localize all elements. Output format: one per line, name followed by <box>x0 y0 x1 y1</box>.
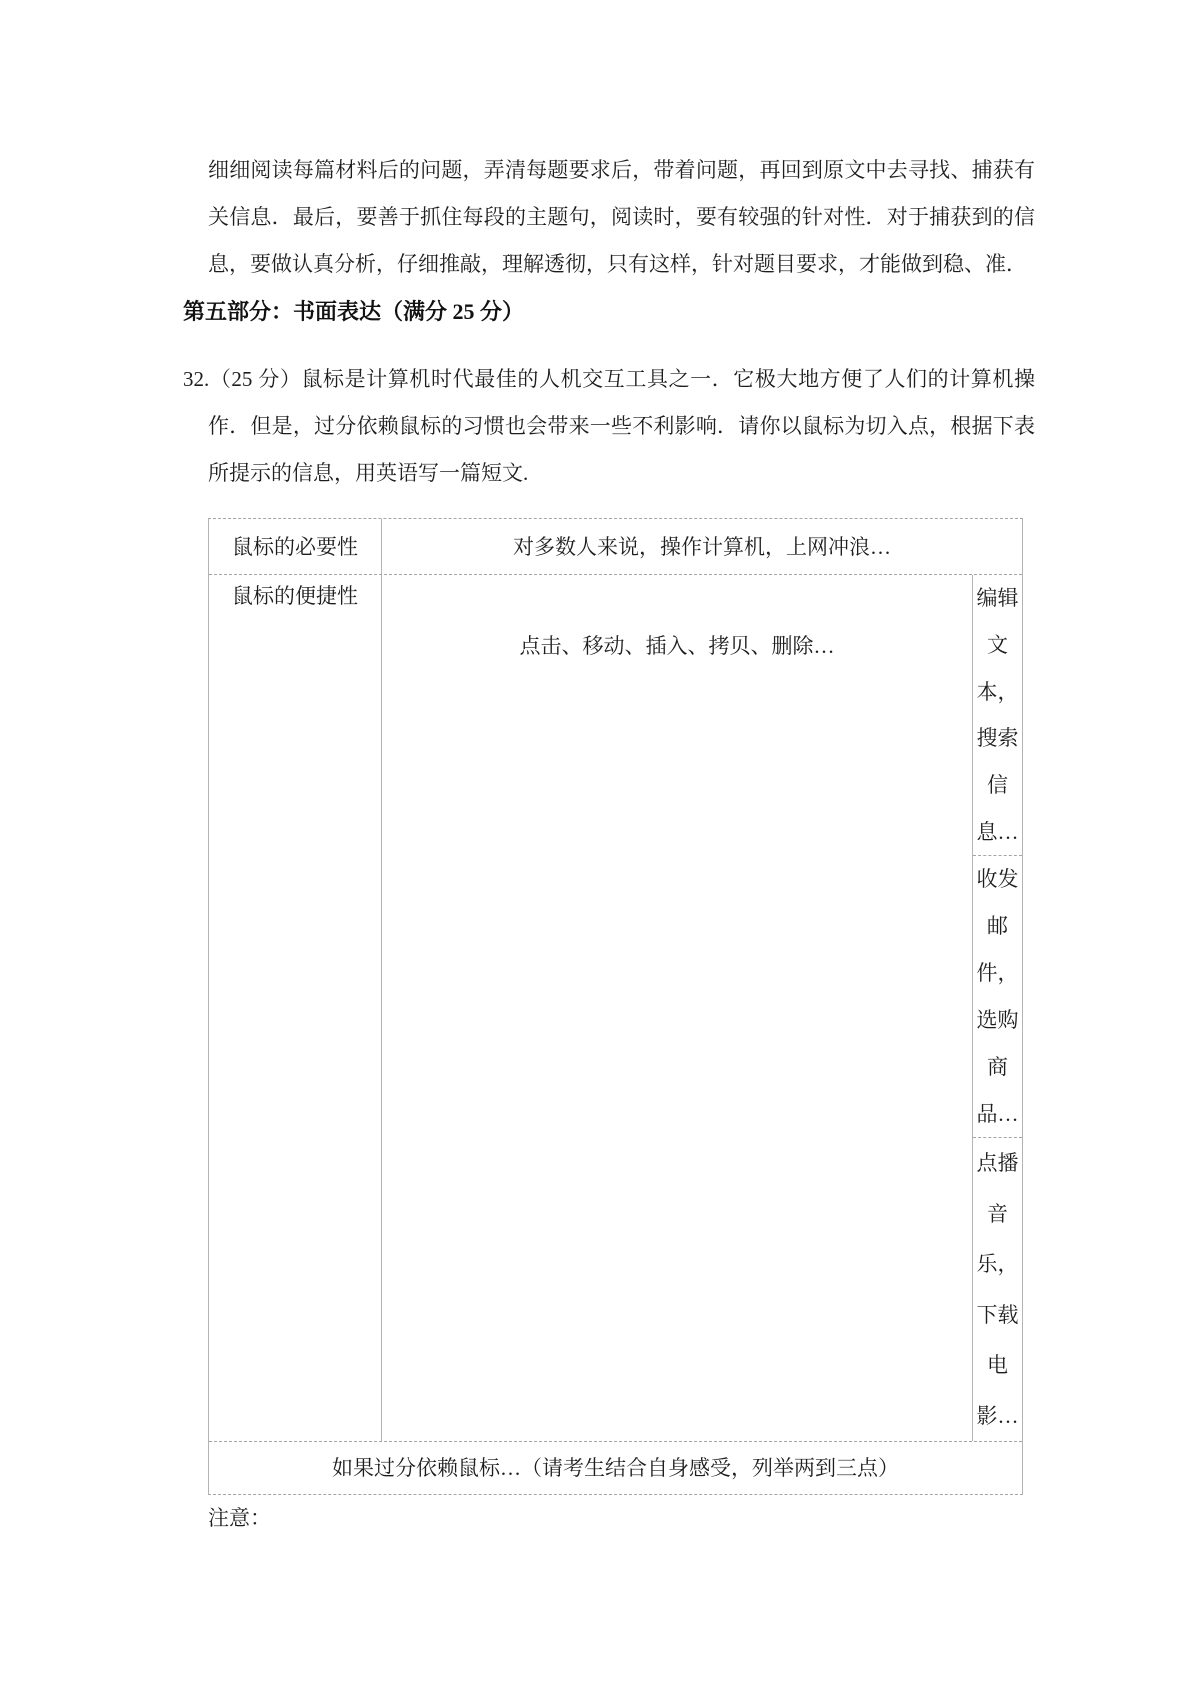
section-heading: 第五部分：书面表达（满分 25 分） <box>183 299 525 324</box>
side-cell-line: 编辑 <box>976 586 1019 611</box>
side-cell-line: 信 <box>987 772 1008 797</box>
question-text: 鼠标是计算机时代最佳的人机交互工具之一．它极大地方便了人们的计算机操作．但是，过分依赖鼠标的习惯也会带来一些不利影响．请你以鼠标为切入点，根据下表所提示的信息，用英语写一篇短文. <box>208 367 1036 485</box>
side-cell-line: 本， <box>976 679 1019 704</box>
row2-content-cell: 点击、移动、插入、拷贝、删除… <box>519 634 835 658</box>
intro-paragraph: 细细阅读每篇材料后的问题，弄清每题要求后，带着问题，再回到原文中去寻找、捕获有关信息．最后，要善于抓住每段的主题句，阅读时，要有较强的针对性．对于捕获到的信息，要做认真分析，仔细推敲，理解透彻，只有这样，针对题目要求，才能做到稳、准． <box>208 158 1035 276</box>
side-cell-line: 收发 <box>976 867 1019 892</box>
table-row-convenience <box>209 575 1022 1441</box>
side-cell-line: 商 <box>987 1054 1008 1079</box>
table-row-necessity <box>209 519 1022 575</box>
table-row-drawbacks: 如果过分依赖鼠标…（请考生结合自身感受，列举两到三点） <box>209 1441 1022 1494</box>
question-number: 32. <box>183 367 210 391</box>
side-cell-mail-shopping <box>973 856 1022 1138</box>
question-score: （25 分） <box>209 367 302 391</box>
side-cell-line: 品… <box>976 1101 1019 1126</box>
side-column <box>972 575 1022 1441</box>
side-cell-line: 下载 <box>976 1302 1019 1327</box>
side-cell-line: 点播 <box>976 1151 1019 1176</box>
side-cell-line: 乐， <box>976 1252 1019 1277</box>
side-cell-line: 文 <box>987 632 1008 657</box>
side-cell-edit-search <box>973 575 1022 856</box>
row1-label-cell: 鼠标的必要性 <box>209 519 382 574</box>
side-cell-line: 选购 <box>976 1007 1019 1032</box>
question-item <box>183 356 1036 497</box>
prompt-table <box>208 518 1023 1495</box>
side-cell-line: 音 <box>987 1201 1008 1226</box>
side-cell-line: 息… <box>976 819 1019 844</box>
note-label: 注意： <box>208 1506 271 1530</box>
row2-label-cell: 鼠标的便捷性 <box>209 575 382 1441</box>
row1-content-cell: 对多数人来说，操作计算机，上网冲浪… <box>513 534 891 559</box>
side-cell-line: 电 <box>987 1353 1008 1378</box>
side-cell-music-movies <box>973 1138 1022 1441</box>
side-cell-line: 邮 <box>987 914 1008 939</box>
side-cell-line: 搜索 <box>976 726 1019 751</box>
side-cell-line: 件， <box>976 961 1019 986</box>
side-cell-line: 影… <box>976 1403 1019 1428</box>
